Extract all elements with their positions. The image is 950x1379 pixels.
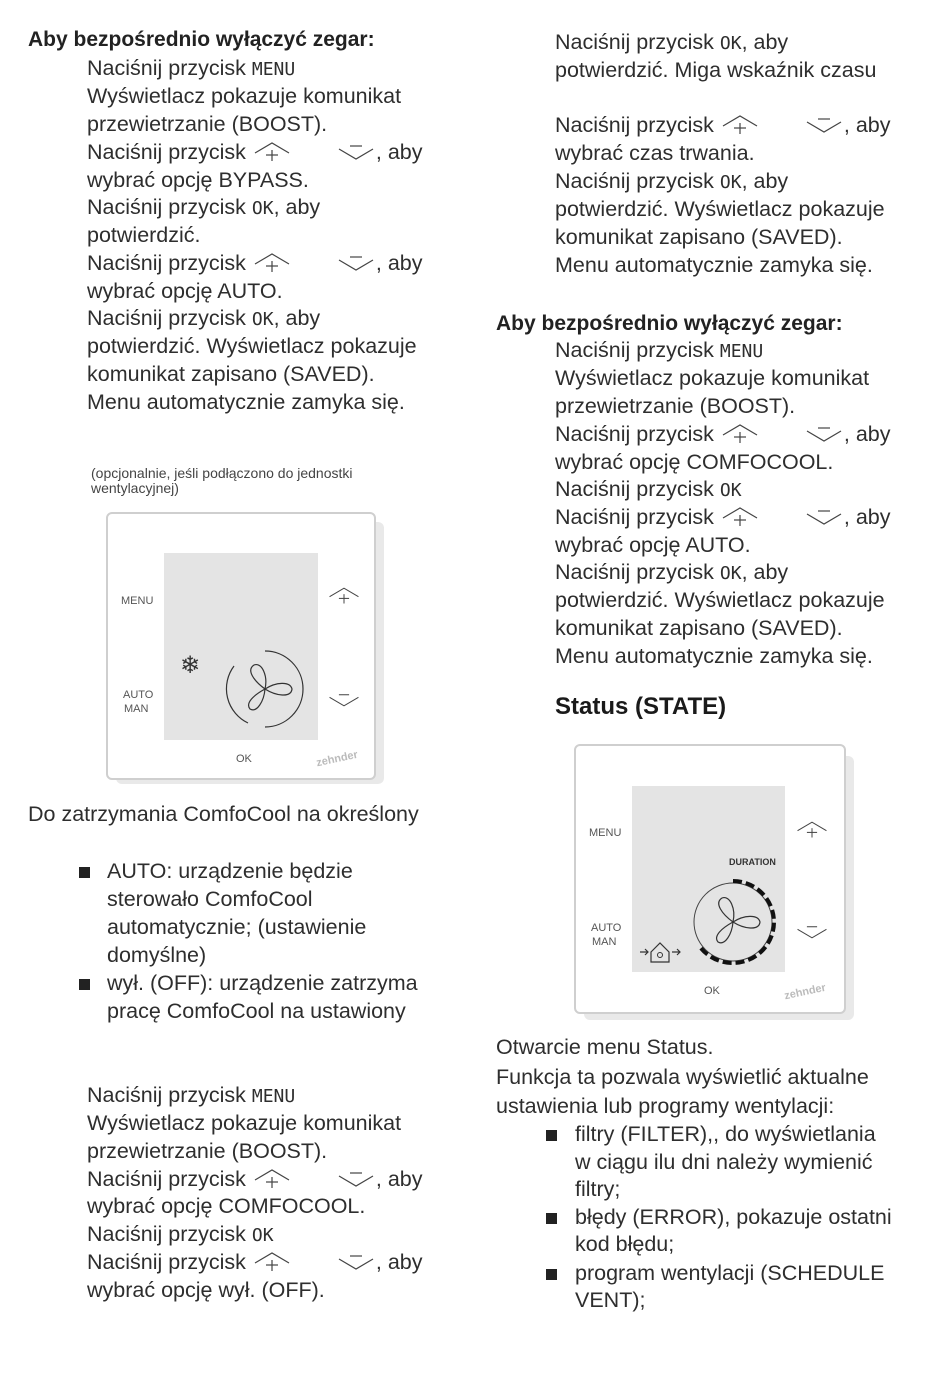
bullet-line: kod błędu; bbox=[575, 1232, 675, 1256]
step-line: Naciśnij przycisk MENU bbox=[87, 1083, 296, 1107]
bullet-icon bbox=[79, 867, 90, 878]
down-arrow-icon bbox=[336, 141, 376, 161]
optional-note: wentylacyjnej) bbox=[91, 480, 179, 496]
step-line: Naciśnij przycisk OK, aby bbox=[555, 30, 789, 54]
step-line: potwierdzić. Miga wskaźnik czasu bbox=[555, 58, 877, 82]
step-line: Naciśnij przycisk OK, aby bbox=[87, 195, 321, 219]
menu-key-label: MENU bbox=[251, 59, 296, 80]
step-line: Menu automatycznie zamyka się. bbox=[555, 644, 873, 668]
device-auto-label: AUTO bbox=[123, 689, 154, 701]
ok-key-label: OK bbox=[719, 172, 742, 193]
bullet-line: filtry (FILTER),, do wyświetlania bbox=[575, 1122, 876, 1146]
house-ventilation-icon bbox=[638, 939, 682, 965]
bullet-line: filtry; bbox=[575, 1177, 621, 1201]
down-arrow-icon bbox=[336, 252, 376, 272]
step-line: Menu automatycznie zamyka się. bbox=[87, 390, 405, 414]
device-auto-label: AUTO bbox=[591, 922, 622, 934]
ok-key-label: OK bbox=[719, 563, 742, 584]
step-line: Naciśnij przycisk , aby bbox=[555, 113, 891, 137]
bullet-line: program wentylacji (SCHEDULE bbox=[575, 1261, 885, 1285]
step-line: Naciśnij przycisk OK bbox=[87, 1222, 274, 1246]
down-arrow-icon bbox=[804, 114, 844, 134]
step-line: Naciśnij przycisk , aby bbox=[87, 1167, 423, 1191]
step-line: komunikat zapisano (SAVED). bbox=[555, 225, 843, 249]
bullet-line: w ciągu ilu dni należy wymienić bbox=[575, 1150, 873, 1174]
fan-icon bbox=[688, 877, 778, 967]
device-ok-label: OK bbox=[704, 985, 720, 997]
step-line: Naciśnij przycisk OK bbox=[555, 477, 742, 501]
ok-key-label: OK bbox=[251, 1225, 274, 1246]
step-line: Naciśnij przycisk , aby bbox=[555, 505, 891, 529]
ok-key-label: OK bbox=[719, 480, 742, 501]
device-menu-label: MENU bbox=[121, 595, 154, 607]
paragraph-status: ustawienia lub programy wentylacji: bbox=[496, 1094, 835, 1118]
heading-disable-timer-left: Aby bezpośrednio wyłączyć zegar: bbox=[28, 28, 375, 51]
paragraph-status: Funkcja ta pozwala wyświetlić aktualne bbox=[496, 1065, 869, 1089]
duration-label: DURATION bbox=[729, 857, 776, 867]
step-line: Naciśnij przycisk MENU bbox=[87, 56, 296, 80]
device-up-button-icon bbox=[795, 818, 829, 840]
bullet-line: sterowało ComfoCool bbox=[107, 887, 313, 911]
zehnder-logo: zehnder bbox=[783, 981, 827, 1003]
down-arrow-icon bbox=[804, 506, 844, 526]
step-line: przewietrzanie (BOOST). bbox=[555, 394, 796, 418]
bullet-line: automatycznie; (ustawienie bbox=[107, 915, 367, 939]
bullet-line: pracę ComfoCool na ustawiony bbox=[107, 999, 406, 1023]
up-arrow-icon bbox=[720, 506, 760, 526]
up-arrow-icon bbox=[252, 252, 292, 272]
step-line: wybrać opcję AUTO. bbox=[87, 279, 283, 303]
bullet-icon bbox=[546, 1213, 557, 1224]
ok-key-label: OK bbox=[251, 198, 274, 219]
step-line: komunikat zapisano (SAVED). bbox=[87, 362, 375, 386]
step-line: potwierdzić. Wyświetlacz pokazuje bbox=[87, 334, 417, 358]
step-line: wybrać opcję BYPASS. bbox=[87, 168, 309, 192]
step-line: wybrać opcję COMFOCOOL. bbox=[87, 1194, 366, 1218]
device-man-label: MAN bbox=[592, 936, 617, 948]
device-up-button-icon bbox=[327, 584, 361, 606]
menu-key-label: MENU bbox=[719, 341, 764, 362]
controller-illustration-status bbox=[574, 744, 856, 1020]
step-line: przewietrzanie (BOOST). bbox=[87, 1139, 328, 1163]
step-line: wybrać opcję wył. (OFF). bbox=[87, 1278, 325, 1302]
bullet-line: błędy (ERROR), pokazuje ostatni bbox=[575, 1205, 892, 1229]
step-line: Naciśnij przycisk OK, aby bbox=[87, 306, 321, 330]
zehnder-logo: zehnder bbox=[315, 748, 359, 770]
step-line: potwierdzić. bbox=[87, 223, 201, 247]
up-arrow-icon bbox=[252, 141, 292, 161]
controller-illustration-comfocool bbox=[106, 512, 386, 784]
up-arrow-icon bbox=[252, 1251, 292, 1271]
step-line: Naciśnij przycisk OK, aby bbox=[555, 169, 789, 193]
heading-disable-timer-right: Aby bezpośrednio wyłączyć zegar: bbox=[496, 312, 843, 335]
menu-key-label: MENU bbox=[251, 1086, 296, 1107]
bullet-line: domyślne) bbox=[107, 943, 207, 967]
step-line: potwierdzić. Wyświetlacz pokazuje bbox=[555, 197, 885, 221]
step-line: Naciśnij przycisk , aby bbox=[87, 140, 423, 164]
step-line: wybrać czas trwania. bbox=[555, 141, 755, 165]
ok-key-label: OK bbox=[719, 33, 742, 54]
step-line: wybrać opcję AUTO. bbox=[555, 533, 751, 557]
up-arrow-icon bbox=[720, 423, 760, 443]
step-line: potwierdzić. Wyświetlacz pokazuje bbox=[555, 588, 885, 612]
optional-note: (opcjonalnie, jeśli podłączono do jednostki bbox=[91, 465, 353, 481]
step-line: przewietrzanie (BOOST). bbox=[87, 112, 328, 136]
bullet-line: wył. (OFF): urządzenie zatrzyma bbox=[107, 971, 418, 995]
step-line: Naciśnij przycisk OK, aby bbox=[555, 560, 789, 584]
paragraph-stop-comfocool: Do zatrzymania ComfoCool na określony bbox=[28, 802, 419, 826]
up-arrow-icon bbox=[252, 1168, 292, 1188]
bullet-icon bbox=[546, 1130, 557, 1141]
device-down-button-icon bbox=[327, 688, 361, 710]
bullet-line: AUTO: urządzenie będzie bbox=[107, 859, 353, 883]
step-line: Wyświetlacz pokazuje komunikat bbox=[87, 1111, 402, 1135]
down-arrow-icon bbox=[336, 1251, 376, 1271]
fan-icon bbox=[224, 648, 306, 730]
device-man-label: MAN bbox=[124, 703, 149, 715]
step-line: Naciśnij przycisk , aby bbox=[87, 251, 423, 275]
step-line: Naciśnij przycisk MENU bbox=[555, 338, 764, 362]
device-menu-label: MENU bbox=[589, 827, 622, 839]
down-arrow-icon bbox=[804, 423, 844, 443]
step-line: Naciśnij przycisk , aby bbox=[87, 1250, 423, 1274]
snowflake-icon: ❄ bbox=[180, 652, 201, 679]
paragraph-status: Otwarcie menu Status. bbox=[496, 1035, 714, 1059]
device-down-button-icon bbox=[795, 920, 829, 942]
step-line: komunikat zapisano (SAVED). bbox=[555, 616, 843, 640]
step-line: Wyświetlacz pokazuje komunikat bbox=[555, 366, 870, 390]
step-line: Naciśnij przycisk , aby bbox=[555, 422, 891, 446]
step-line: Menu automatycznie zamyka się. bbox=[555, 253, 873, 277]
step-line: Wyświetlacz pokazuje komunikat bbox=[87, 84, 402, 108]
bullet-line: VENT); bbox=[575, 1288, 646, 1312]
section-title-status: Status (STATE) bbox=[555, 693, 727, 720]
device-ok-label: OK bbox=[236, 753, 252, 765]
ok-key-label: OK bbox=[251, 309, 274, 330]
bullet-icon bbox=[546, 1269, 557, 1280]
down-arrow-icon bbox=[336, 1168, 376, 1188]
bullet-icon bbox=[79, 979, 90, 990]
step-line: wybrać opcję COMFOCOOL. bbox=[555, 450, 834, 474]
up-arrow-icon bbox=[720, 114, 760, 134]
